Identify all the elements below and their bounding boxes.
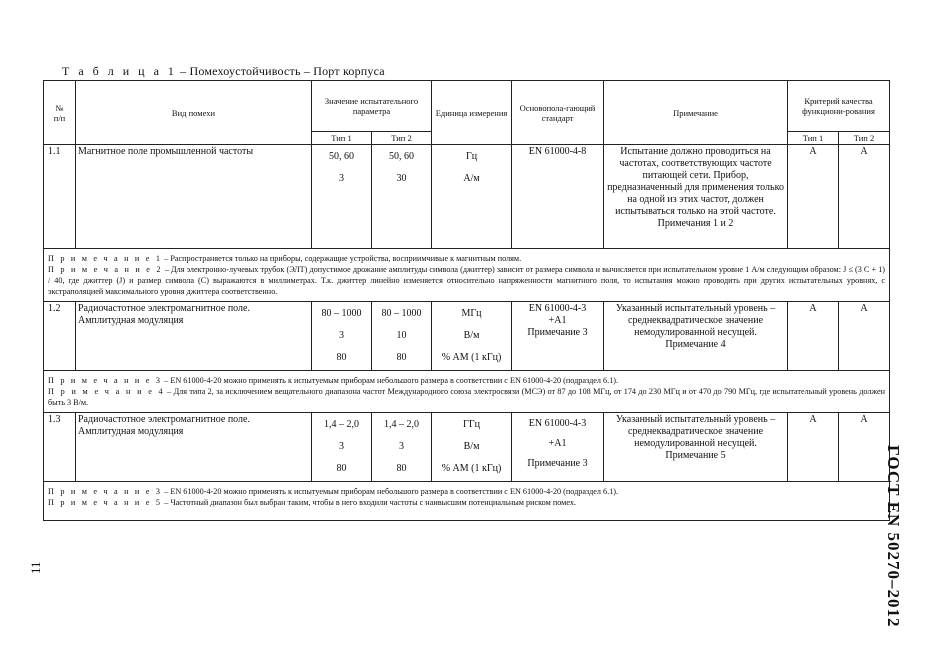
note-label: П р и м е ч а н и е 3 — [48, 487, 163, 496]
value: А/м — [463, 173, 480, 184]
value: 1,4 – 2,0 — [384, 419, 419, 430]
row-type2 — [372, 302, 432, 371]
value: 1,4 – 2,0 — [324, 419, 359, 430]
value: EN 61000-4-8 — [528, 146, 587, 157]
immunity-table — [43, 80, 890, 521]
value: 80 — [396, 463, 407, 474]
standard-id: ГОСТ EN 50270–2012 — [884, 445, 903, 628]
note-label: П р и м е ч а н и е 1 — [48, 254, 163, 263]
note-label: П р и м е ч а н и е 4 — [48, 387, 165, 396]
value: % АМ (1 кГц) — [441, 463, 502, 474]
value: 80 — [396, 352, 407, 363]
note-item — [48, 375, 885, 386]
row-crit2: А — [839, 145, 890, 249]
row-crit1: А — [788, 302, 839, 371]
row-standard — [512, 413, 604, 482]
value: 80 – 1000 — [321, 308, 362, 319]
value: Гц — [465, 151, 478, 162]
value: % АМ (1 кГц) — [441, 352, 502, 363]
note-item — [48, 253, 885, 264]
note-text: – Для электронно-лучевых трубок (ЭЛТ) допустимое дрожание амплитуды символа (джиттер) зависит от размера символа и вычисляется при испытательном уровне 1 А/м следующим образом: J ≤ (3 C + 1) / 40, где джиттер (J) и размер символа (C) выражаются в миллиметрах. Т.к. джиттер линейно изменяется относительно напряженности магнитного поля, то испытания можно проводить при других испытательных уровнях, с экстраполяцией максимального уровня джиттера соответственно. — [48, 265, 886, 296]
header-crit-type1: Тип 1 — [788, 132, 839, 145]
table-row — [44, 145, 890, 249]
value: 3 — [339, 330, 344, 341]
value: 3 — [339, 441, 344, 452]
value: 80 – 1000 — [381, 308, 422, 319]
header-num: № п/п — [44, 81, 76, 145]
row-standard — [512, 302, 604, 371]
note-text: – Распространяется только на приборы, содержащие устройства, восприимчивые к магнитным полям. — [162, 254, 522, 263]
notes-row — [44, 371, 890, 413]
table-row — [44, 413, 890, 482]
row-type1 — [312, 413, 372, 482]
note-label: П р и м е ч а н и е 3 — [48, 376, 163, 385]
row-phenomenon: Магнитное поле промышленной частоты — [76, 145, 312, 249]
value: 50, 60 — [329, 151, 354, 162]
row-standard — [512, 145, 604, 249]
header-unit: Единица измерения — [432, 81, 512, 145]
row-remark: Испытание должно проводиться на частотах, соответствующих частоте питающей сети. Прибор, предназначенный для применения только на одной из этих частот, должен испытываться только на этой частоте. Примечания 1 и 2 — [604, 145, 788, 249]
caption-prefix: Т а б л и ц а 1 — [62, 64, 177, 78]
page-number: 11 — [28, 561, 43, 574]
row-crit1: А — [788, 145, 839, 249]
row-type1 — [312, 145, 372, 249]
notes-row — [44, 249, 890, 302]
notes-row — [44, 482, 890, 521]
note-item — [48, 486, 885, 497]
row-remark: Указанный испытательный уровень – среднеквадратическое значение немодулированной несущей. Примечание 4 — [604, 302, 788, 371]
header-type1: Тип 1 — [312, 132, 372, 145]
row-num: 1.2 — [44, 302, 76, 371]
row-type2 — [372, 413, 432, 482]
header-remark: Примечание — [604, 81, 788, 145]
caption-title: – Помехоустойчивость – Порт корпуса — [176, 64, 385, 78]
row-phenomenon: Радиочастотное электромагнитное поле. Амплитудная модуляция — [76, 302, 312, 371]
note-text: – Частотный диапазон был выбран таким, чтобы в него входили частоты с наивысшим потенциальным риском помех. — [162, 498, 576, 507]
note-item — [48, 386, 885, 408]
row-unit — [432, 413, 512, 482]
row-crit1: А — [788, 413, 839, 482]
header-test-value: Значение испытательного параметра — [312, 81, 432, 132]
note-text: – Для типа 2, за исключением вещательного диапазона частот Международного союза электросвязи (МСЭ) от 87 до 108 МГц, от 174 до 230 МГц и от 470 до 790 МГц, где испытательный уровень должен быть 3 В/м. — [48, 387, 886, 407]
notes-block — [44, 482, 890, 521]
row-unit — [432, 302, 512, 371]
value: +A1 — [548, 315, 567, 326]
value: МГц — [461, 308, 482, 319]
note-text: – EN 61000-4-20 можно применять к испытуемым приборам небольшого размера в соответствии с EN 61000-4-20 (подраздел 6.1). — [162, 376, 619, 385]
header-crit-type2: Тип 2 — [839, 132, 890, 145]
header-criteria: Критерий качества функциони-рования — [788, 81, 890, 132]
note-item — [48, 264, 885, 297]
value: EN 61000-4-3 — [528, 303, 587, 314]
value: В/м — [463, 441, 480, 452]
value: Примечание 3 — [527, 327, 588, 338]
header-standard: Основопола-гающий стандарт — [512, 81, 604, 145]
value: В/м — [463, 330, 480, 341]
row-remark: Указанный испытательный уровень – среднеквадратическое значение немодулированной несущей. Примечание 5 — [604, 413, 788, 482]
row-num: 1.1 — [44, 145, 76, 249]
row-phenomenon: Радиочастотное электромагнитное поле. Амплитудная модуляция — [76, 413, 312, 482]
row-crit2: А — [839, 302, 890, 371]
row-num: 1.3 — [44, 413, 76, 482]
header-type2: Тип 2 — [372, 132, 432, 145]
table-row — [44, 302, 890, 371]
value: EN 61000-4-3 — [528, 418, 587, 429]
note-item — [48, 497, 885, 508]
value: ГГц — [463, 419, 480, 430]
value: 30 — [396, 173, 407, 184]
value: 3 — [399, 441, 404, 452]
table-caption — [62, 64, 385, 79]
value: Примечание 3 — [527, 458, 588, 469]
value: 10 — [396, 330, 407, 341]
value: +A1 — [548, 438, 567, 449]
note-label: П р и м е ч а н и е 5 — [48, 498, 163, 507]
value: 50, 60 — [389, 151, 414, 162]
note-label: П р и м е ч а н и е 2 — [48, 265, 163, 274]
row-type2 — [372, 145, 432, 249]
row-unit — [432, 145, 512, 249]
value: 80 — [336, 352, 347, 363]
row-type1 — [312, 302, 372, 371]
value: 80 — [336, 463, 347, 474]
notes-block — [44, 371, 890, 413]
row-crit2: А — [839, 413, 890, 482]
notes-block — [44, 249, 890, 302]
note-text: – EN 61000-4-20 можно применять к испытуемым приборам небольшого размера в соответствии с EN 61000-4-20 (подраздел 6.1). — [162, 487, 619, 496]
value: 3 — [339, 173, 344, 184]
header-phenomenon: Вид помехи — [76, 81, 312, 145]
